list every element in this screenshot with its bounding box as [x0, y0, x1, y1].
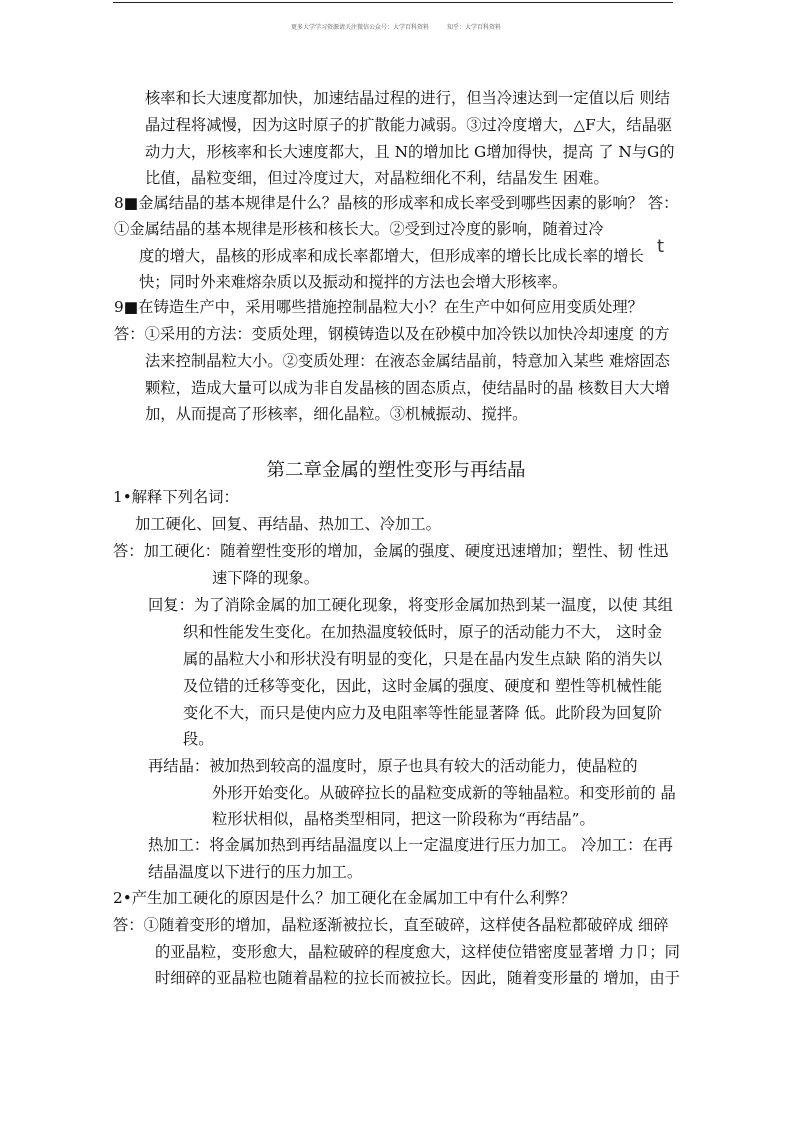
- text-line: 比值，晶粒变细，但过冷度过大，对晶粒细化不利，结晶发生 困难。: [145, 169, 609, 187]
- text-line: 速下降的现象。: [212, 569, 320, 587]
- text-line: 加工硬化、回复、再结晶、热加工、冷加工。: [135, 515, 441, 533]
- question-2: 2•产生加工硬化的原因是什么？加工硬化在金属加工中有什么利弊？: [113, 889, 576, 907]
- text-line: 加，从而提高了形核率，细化晶粒。③机械振动、搅拌。: [145, 405, 528, 423]
- text-line: 再结晶：被加热到较高的温度时，原子也具有较大的活动能力，使晶粒的: [148, 757, 638, 775]
- text-line: 属的晶粒大小和形状没有明显的变化，只是在晶内发生点缺 陷的消失以: [183, 650, 663, 668]
- text-line: 快；同时外来难熔杂质以及振动和搅拌的方法也会增大形核率。: [139, 273, 568, 291]
- text-line: 及位错的迁移等变化，因此，这时金属的强度、硬度和 塑性等机械性能: [183, 677, 663, 695]
- text-line: 答：①采用的方法：变质处理，钢模铸造以及在砂模中加冷铁以加快冷却速度 的方: [114, 325, 670, 343]
- text-line: 回复：为了消除金属的加工硬化现象，将变形金属加热到某一温度，以使 其组: [148, 596, 673, 614]
- text-line: 答：①随着变形的增加，晶粒逐渐被拉长，直至破碎，这样使各晶粒都破碎成 细碎: [113, 916, 669, 934]
- text-line: 变化不大，而只是使内应力及电阻率等性能显著降 低。此阶段为回复阶: [183, 704, 663, 722]
- question-9: 9■在铸造生产中，采用哪些措施控制晶粒大小？在生产中如何应用变质处理？: [114, 298, 643, 316]
- page-header: [0, 22, 792, 31]
- text-line: 热加工：将金属加热到再结晶温度以上一定温度进行压力加工。 冷加工：在再: [148, 836, 673, 854]
- stray-mark: t: [657, 236, 665, 257]
- text-line: 时细碎的亚晶粒也随着晶粒的拉长而被拉长。因此，随着变形量的 增加，由于: [155, 969, 680, 987]
- text-line: 结晶温度以下进行的压力加工。: [148, 863, 363, 881]
- header-wechat-note: 更多大学学习资源请关注微信公众号：大学百科资料: [291, 24, 430, 31]
- header-zhihu-note: 知乎：大学百科资料: [446, 24, 501, 31]
- text-line: ①金属结晶的基本规律是形核和核长大。②受到过冷度的影响，随着过冷: [114, 220, 604, 238]
- chapter-title: 第二章金属的塑性变形与再结晶: [266, 460, 526, 481]
- text-line: 法来控制晶粒大小。②变质处理：在液态金属结晶前，特意加入某些 难熔固态: [145, 352, 670, 370]
- text-line: 段。: [183, 730, 214, 748]
- text-line: 晶过程将减慢，因为这时原子的扩散能力减弱。③过冷度增大，△F大，结晶驱: [145, 116, 673, 134]
- text-line: 的亚晶粒，变形愈大，晶粒破碎的程度愈大，这样使位错密度显著增 力卩；同: [155, 943, 680, 961]
- text-line: 度的增大，晶核的形成率和成长率都增大，但形成率的增长比成长率的增长: [139, 247, 644, 265]
- text-line: 动力大，形核率和长大速度都大，且 N的增加比 G增加得快，提高 了 N与G的: [145, 143, 675, 161]
- header-rule: [113, 2, 673, 3]
- question-1: 1•解释下列名词：: [113, 488, 239, 506]
- question-8: 8■金属结晶的基本规律是什么？晶核的形成率和成长率受到哪些因素的影响？ 答：: [114, 194, 679, 212]
- text-line: 织和性能发生变化。在加热温度较低时，原子的活动能力不大， 这时金: [183, 623, 663, 641]
- text-line: 核率和长大速度都加快，加速结晶过程的进行，但当冷速达到一定值以后 则结: [145, 89, 670, 107]
- text-line: 外形开始变化。从破碎拉长的晶粒变成新的等轴晶粒。和变形前的 晶: [212, 784, 676, 802]
- text-line: 粒形状相似，晶格类型相同，把这一阶段称为“再结晶”。: [212, 810, 595, 828]
- text-line: 颗粒，造成大量可以成为非自发晶核的固态质点，使结晶时的晶 核数目大大增: [145, 379, 670, 397]
- text-line: 答：加工硬化：随着塑性变形的增加，金属的强度、硬度迅速增加；塑性、韧 性迅: [113, 542, 669, 560]
